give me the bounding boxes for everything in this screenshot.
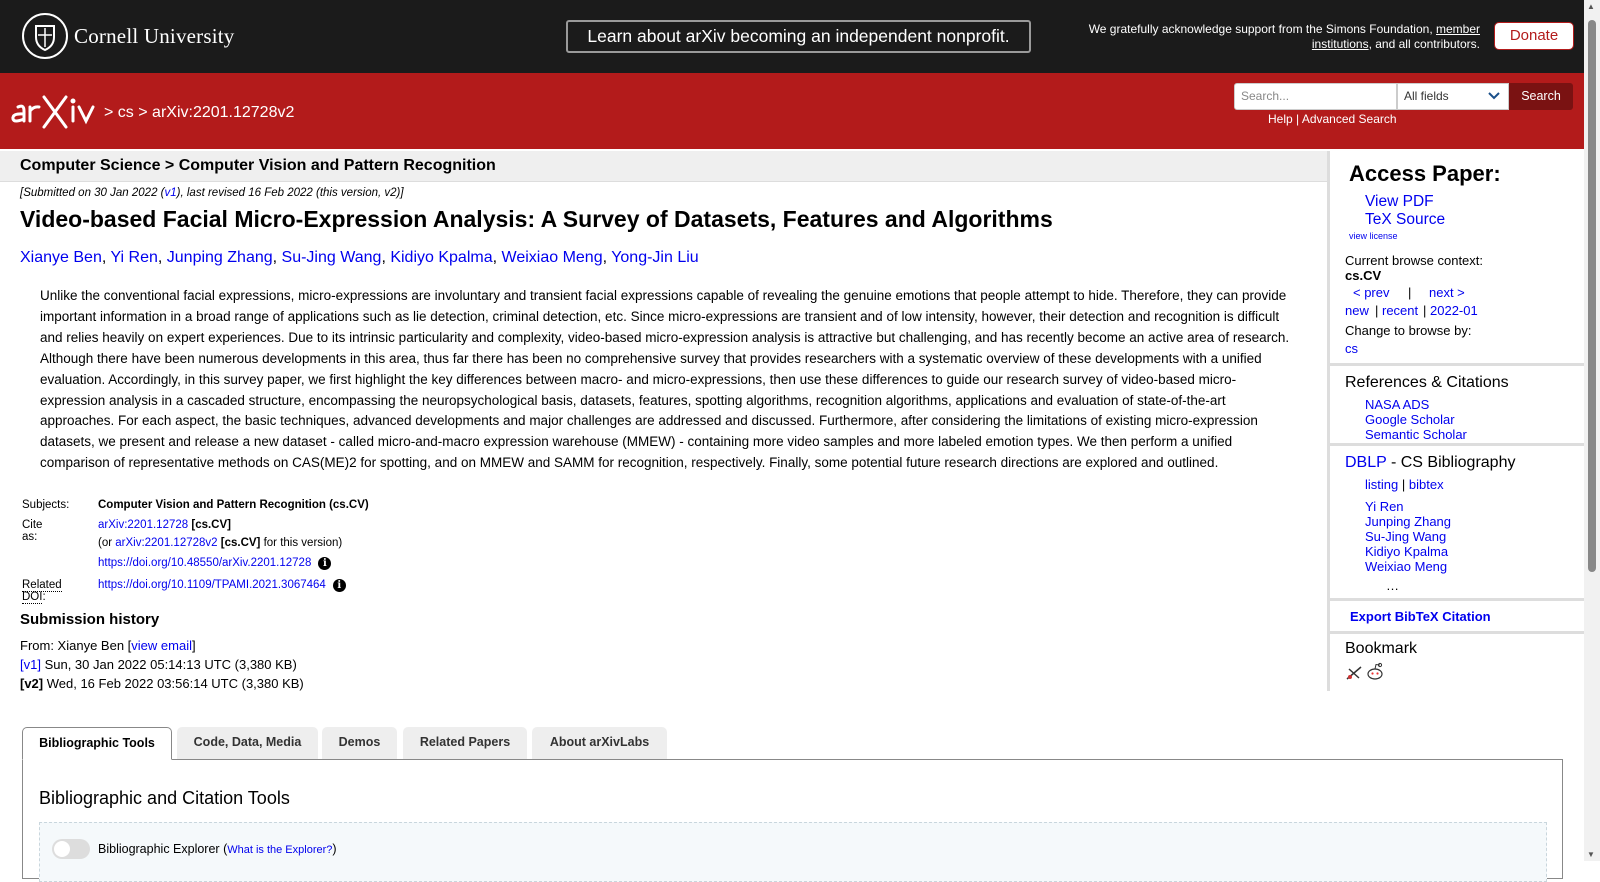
cite-or-suffix: for this version): [260, 537, 343, 549]
dblp-author-link[interactable]: Su-Jing Wang: [1365, 529, 1447, 544]
cornell-bar: [0, 0, 1584, 73]
breadcrumb-sep: >: [104, 104, 114, 121]
scroll-thumb[interactable]: [1588, 20, 1596, 572]
nasa-ads-link[interactable]: NASA ADS: [1365, 397, 1430, 412]
tab-related-papers[interactable]: Related Papers: [403, 727, 527, 760]
scroll-down-icon[interactable]: ▼: [1587, 850, 1595, 859]
link-separator: |: [1296, 112, 1300, 126]
author-link[interactable]: Su-Jing Wang: [281, 249, 382, 266]
author-link[interactable]: Xianye Ben: [20, 249, 102, 266]
dateline-prefix: [Submitted on 30 Jan 2022 (: [20, 187, 165, 199]
dateline-v1-link[interactable]: v1: [164, 187, 177, 199]
explorer-paren-close: ): [332, 842, 337, 856]
search-field-select[interactable]: [1397, 83, 1509, 110]
related-doi-label: Related DOI: [22, 579, 62, 603]
dblp-author-link[interactable]: Junping Zhang: [1365, 514, 1452, 529]
google-scholar-link[interactable]: Google Scholar: [1365, 412, 1455, 427]
recent-link[interactable]: recent: [1382, 303, 1419, 318]
explorer-paren-open: (: [219, 842, 228, 856]
breadcrumb-sep: >: [138, 104, 148, 121]
category-subheader: [0, 151, 1327, 182]
access-paper-title: Access Paper:: [1349, 161, 1501, 186]
subjects-value: Computer Vision and Pattern Recognition (cs.CV): [98, 499, 369, 511]
doi-link[interactable]: https://doi.org/10.48550/arXiv.2201.12728: [98, 557, 312, 569]
related-doi-link[interactable]: https://doi.org/10.1109/TPAMI.2021.3067464: [98, 579, 326, 591]
paper-title: Video-based Facial Micro-Expression Analysis: A Survey of Datasets, Features and Algorithms: [20, 206, 1053, 232]
breadcrumb-paper-id[interactable]: arXiv:2201.12728v2: [152, 104, 295, 121]
reddit-icon[interactable]: [1365, 662, 1385, 682]
author-link[interactable]: Kidiyo Kpalma: [390, 249, 493, 266]
info-icon[interactable]: i: [318, 557, 331, 570]
support-acknowledgement: [1060, 22, 1480, 52]
arxiv-header: [0, 73, 1584, 149]
advanced-search-link[interactable]: Advanced Search: [1301, 112, 1397, 126]
panel-title: Bibliographic and Citation Tools: [39, 788, 290, 808]
what-is-explorer-link[interactable]: What is the Explorer?: [227, 844, 333, 856]
explorer-toggle[interactable]: [52, 839, 90, 859]
prev-link[interactable]: < prev: [1353, 285, 1390, 300]
search-links: [1268, 112, 1397, 126]
search-button[interactable]: Search: [1509, 83, 1573, 110]
support-prefix: We gratefully acknowledge support from the Simons Foundation,: [1088, 22, 1436, 36]
cite-v2-category: [cs.CV]: [220, 537, 261, 549]
view-email-link[interactable]: view email: [131, 638, 192, 653]
arxiv-logo-icon[interactable]: [8, 91, 100, 134]
browse-context-label: Current browse context:: [1345, 253, 1484, 268]
cite-id-link[interactable]: arXiv:2201.12728: [98, 519, 189, 531]
scroll-up-icon[interactable]: ▲: [1587, 2, 1595, 11]
search-input[interactable]: Search...: [1234, 83, 1397, 110]
right-sidebar: [1327, 151, 1584, 691]
help-link[interactable]: Help: [1268, 112, 1293, 126]
author-link[interactable]: Yong-Jin Liu: [611, 249, 699, 266]
month-link[interactable]: 2022-01: [1430, 303, 1478, 318]
tex-source-link[interactable]: TeX Source: [1365, 211, 1446, 228]
donate-button[interactable]: Donate: [1494, 22, 1574, 50]
related-doi-colon: :: [42, 591, 46, 603]
dblp-author-link[interactable]: Yi Ren: [1365, 499, 1404, 514]
submission-dateline: [20, 187, 404, 199]
search-field-value: All fields: [1404, 89, 1449, 103]
abstract: Unlike the conventional facial expressions, micro-expressions are involuntary and transient facial expressions capable of revealing the genuine emotions that people attempt to hide. Therefore, they can provide important information in a broad range of applications such as lie detection, criminal detection, etc. Since micro-expressions are transient and of low intensity, however, their detection and recognition is difficult and relies heavily on expert experiences. Due to its intrinsic particularity and complexity, video-based micro-expression analysis is attractive but challenging, and has recently become an active area of research. Although there have been numerous developments in this area, thus far there has been no comprehensive survey that provides researchers with a systematic overview of these developments with a unified evaluation. Accordingly, in this survey paper, we first highlight the key differences between macro- and micro-expressions, then use these differences to guide our research survey of video-based micro-expression analysis in a cascaded structure, encompassing the neuropsychological basis, datasets, features, spotting algorithms, recognition algorithms, applications and evaluation of state-of-the-art approaches. For each aspect, the basic techniques, advanced developments and major challenges are addressed and discussed. Furthermore, after considering the limitations of existing micro-expression datasets, we present and release a new dataset - called micro-and-macro expression warehouse (MMEW) - containing more video samples and more labeled emotion types. We then perform a unified comparison of representative methods on CAS(ME)2 for spotting, and on MMEW and SAMM for recognition, respectively. Finally, some potential future research directions are explored and outlined.: [40, 288, 1290, 471]
explorer-label: [98, 842, 337, 856]
history-from-suffix: ]: [191, 638, 196, 653]
dblp-box: [1330, 446, 1584, 751]
new-link[interactable]: new: [1345, 303, 1369, 318]
history-from-prefix: From: Xianye Ben [: [20, 638, 132, 653]
tab-demos[interactable]: Demos: [322, 727, 397, 760]
cornell-university-name[interactable]: Cornell University: [74, 24, 235, 48]
tab-code-data-media[interactable]: Code, Data, Media: [177, 727, 318, 760]
references-title: References & Citations: [1345, 374, 1509, 391]
cite-or-prefix: (or: [98, 537, 116, 549]
dblp-author-link[interactable]: Kidiyo Kpalma: [1365, 544, 1449, 559]
references-box: [1330, 366, 1584, 446]
tab-panel: [22, 759, 1563, 879]
support-suffix: , and all contributors.: [1368, 37, 1480, 51]
nonprofit-banner-button[interactable]: Learn about arXiv becoming an independent nonprofit.: [566, 20, 1031, 53]
page-scrollbar[interactable]: [1584, 0, 1600, 861]
subjects-label: Subjects:: [22, 499, 70, 511]
tab-about-arxivlabs[interactable]: About arXivLabs: [532, 727, 667, 760]
cornell-seal-icon[interactable]: [22, 13, 68, 59]
export-bibtex-link[interactable]: Export BibTeX Citation: [1350, 609, 1491, 624]
dblp-link[interactable]: DBLP: [1345, 454, 1387, 471]
next-link[interactable]: next >: [1429, 285, 1465, 300]
author-link[interactable]: Yi Ren: [110, 249, 158, 266]
view-pdf-link[interactable]: View PDF: [1365, 193, 1434, 210]
submission-history: [20, 636, 304, 693]
cite-category: [cs.CV]: [191, 519, 231, 531]
change-browse-label: Change to browse by:: [1345, 323, 1472, 338]
version-v2-label: [v2]: [20, 676, 44, 691]
semantic-scholar-link[interactable]: Semantic Scholar: [1365, 427, 1467, 442]
author-link[interactable]: Junping Zhang: [166, 249, 273, 266]
info-icon[interactable]: i: [333, 579, 346, 592]
member-institutions-link[interactable]: member institutions: [1311, 22, 1480, 51]
bookmark-title: Bookmark: [1345, 640, 1418, 657]
dblp-separator: |: [1401, 477, 1406, 492]
dblp-ellipsis: …: [1386, 578, 1399, 593]
author-link[interactable]: Weixiao Meng: [501, 249, 603, 266]
cite-v2-link[interactable]: arXiv:2201.12728v2: [115, 537, 218, 549]
version-v1-text: Sun, 30 Jan 2022 05:14:13 UTC (3,380 KB): [40, 657, 297, 672]
tab-bibliographic-tools[interactable]: Bibliographic Tools: [22, 727, 172, 760]
dblp-bibtex-link[interactable]: bibtex: [1408, 477, 1444, 492]
version-v2-text: Wed, 16 Feb 2022 03:56:14 UTC (3,380 KB): [43, 676, 304, 691]
submission-history-title: Submission history: [20, 611, 160, 628]
dateline-suffix: ), last revised 16 Feb 2022 (this version, v2)]: [176, 187, 404, 199]
breadcrumb-cs-link[interactable]: cs: [117, 104, 134, 121]
category-line: Computer Science > Computer Vision and Pattern Recognition: [20, 157, 496, 174]
explorer-box: [39, 822, 1547, 882]
nav-separator: |: [1408, 285, 1412, 300]
browse-context-value: cs.CV: [1345, 268, 1382, 283]
browse-cs-link[interactable]: cs: [1345, 341, 1358, 356]
nav-separator: |: [1423, 303, 1427, 318]
dblp-listing-link[interactable]: listing: [1365, 477, 1399, 492]
dblp-author-link[interactable]: Weixiao Meng: [1365, 559, 1448, 574]
author-list: Xianye Ben, Yi Ren, Junping Zhang, Su-Jing Wang, Kidiyo Kpalma, Weixiao Meng, Yong-Jin Liu: [20, 249, 699, 266]
explorer-name: Bibliographic Explorer: [98, 842, 220, 856]
dblp-suffix: - CS Bibliography: [1386, 454, 1516, 471]
bibsonomy-icon[interactable]: [1345, 664, 1363, 682]
breadcrumb: [104, 104, 294, 122]
version-v1-link[interactable]: [v1]: [20, 657, 41, 672]
view-license-link[interactable]: view license: [1349, 231, 1398, 241]
access-paper-box: [1330, 151, 1584, 366]
chevron-down-icon: [1488, 91, 1500, 101]
cite-label: Cite as:: [22, 519, 43, 543]
nav-separator: |: [1375, 303, 1379, 318]
